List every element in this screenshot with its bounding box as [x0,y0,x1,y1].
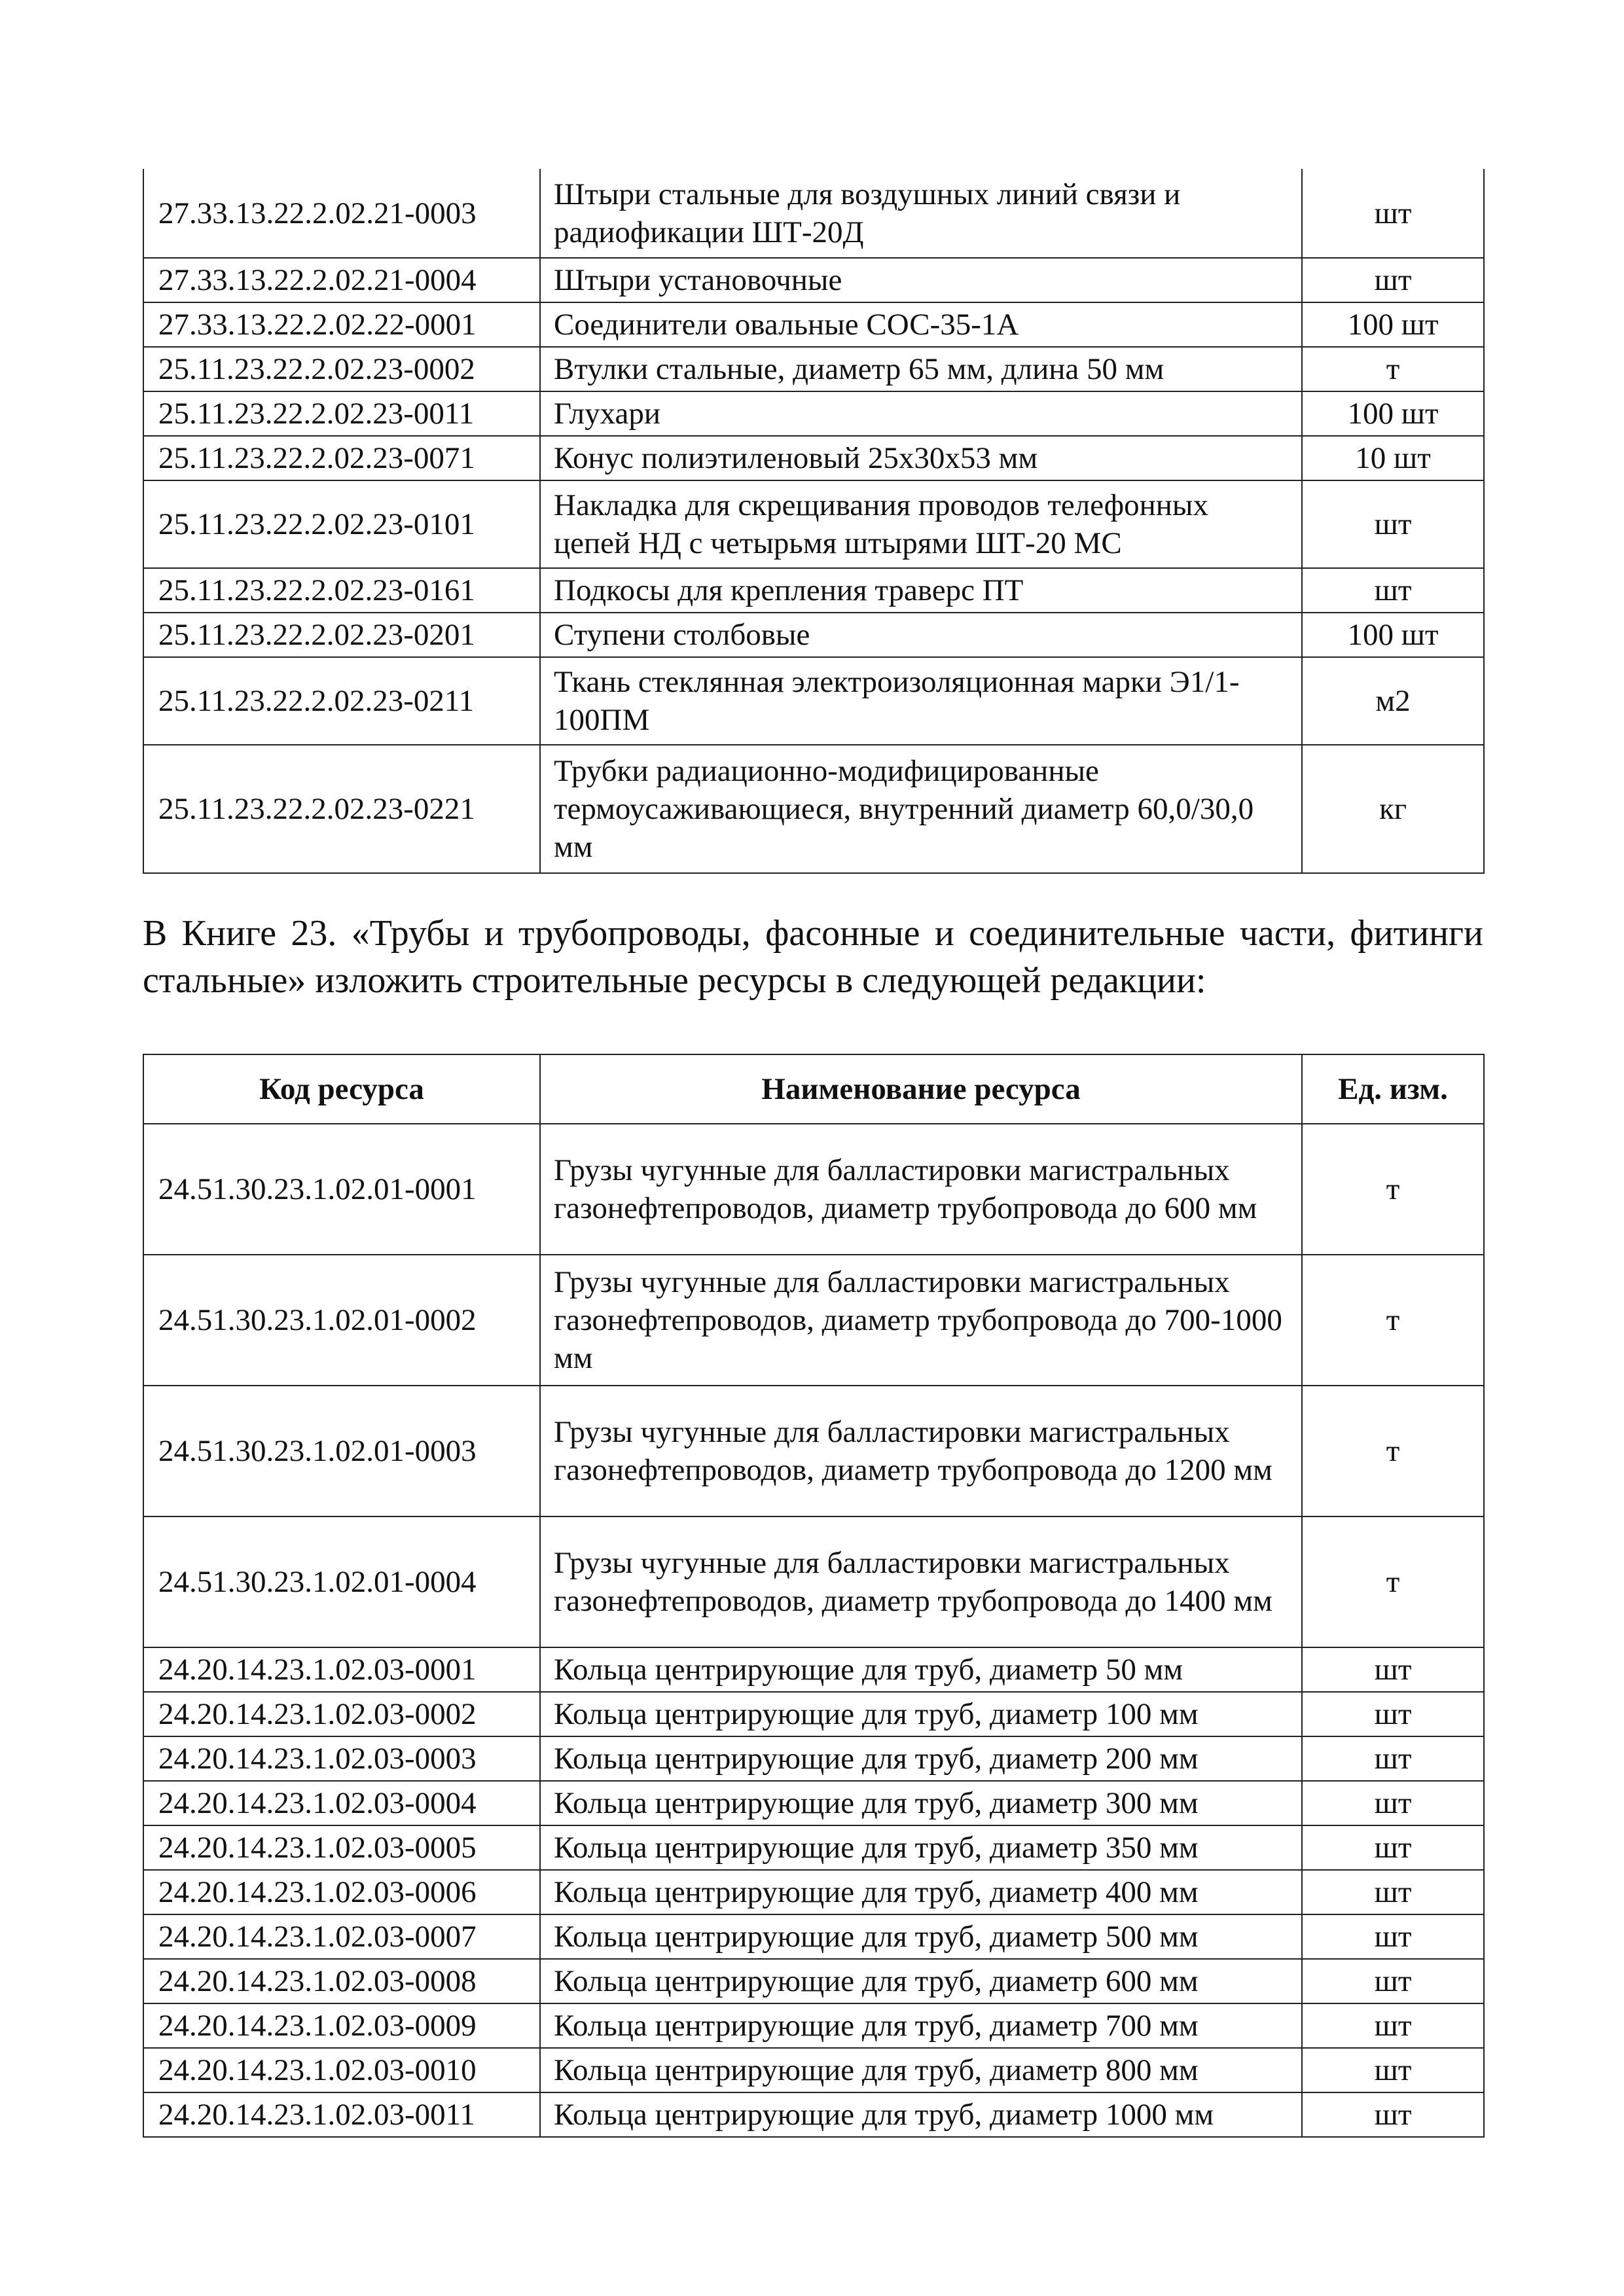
resource-unit: 100 шт [1302,613,1484,657]
table-row [143,391,1484,436]
resource-name: Соединители овальные СОС-35-1А [540,302,1302,347]
resource-code: 24.20.14.23.1.02.03-0001 [143,1647,540,1692]
resource-unit: т [1302,1516,1484,1647]
table-row [143,258,1484,302]
table-row [143,1781,1484,1825]
resource-unit: шт [1302,1781,1484,1825]
resource-name: Кольца центрирующие для труб, диаметр 700 мм [540,2003,1302,2048]
resource-code: 25.11.23.22.2.02.23-0201 [143,613,540,657]
resource-name: Втулки стальные, диаметр 65 мм, длина 50 мм [540,347,1302,391]
resource-code: 25.11.23.22.2.02.23-0101 [143,480,540,568]
resource-code: 25.11.23.22.2.02.23-0011 [143,391,540,436]
resource-name: Ткань стеклянная электроизоляционная марки Э1/1-100ПМ [540,657,1302,745]
resource-code: 27.33.13.22.2.02.21-0003 [143,169,540,258]
table-row [143,436,1484,480]
resource-name: Грузы чугунные для балластировки магистральных газонефтепроводов, диаметр трубопровода до 700-1000 мм [540,1255,1302,1386]
resource-name: Кольца центрирующие для труб, диаметр 350 мм [540,1825,1302,1870]
resource-unit: 100 шт [1302,302,1484,347]
table-row [143,1516,1484,1647]
resource-name: Грузы чугунные для балластировки магистральных газонефтепроводов, диаметр трубопровода до 1200 мм [540,1386,1302,1516]
resource-unit: шт [1302,1825,1484,1870]
resource-name: Штыри стальные для воздушных линий связи и радиофикации ШТ-20Д [540,169,1302,258]
table-row [143,1692,1484,1736]
instruction-paragraph: В Книге 23. «Трубы и трубопроводы, фасонные и соединительные части, фитинги стальные» изложить строительные ресурсы в следующей редакции: [143,913,1483,1001]
table-row [143,613,1484,657]
resource-name: Кольца центрирующие для труб, диаметр 200 мм [540,1736,1302,1781]
resource-code: 25.11.23.22.2.02.23-0071 [143,436,540,480]
resource-name: Ступени столбовые [540,613,1302,657]
table-row [143,568,1484,613]
resource-unit: шт [1302,568,1484,613]
table-row [143,2092,1484,2137]
table-header-row [143,1054,1484,1124]
resource-code: 24.51.30.23.1.02.01-0002 [143,1255,540,1386]
header-unit: Ед. изм. [1302,1054,1484,1124]
resource-code: 24.51.30.23.1.02.01-0004 [143,1516,540,1647]
resource-name: Кольца центрирующие для труб, диаметр 500 мм [540,1914,1302,1959]
resource-code: 24.51.30.23.1.02.01-0001 [143,1124,540,1255]
resource-unit: 10 шт [1302,436,1484,480]
header-name: Наименование ресурса [540,1054,1302,1124]
table-row [143,2003,1484,2048]
resource-unit: 100 шт [1302,391,1484,436]
table-row [143,169,1484,258]
resource-code: 24.20.14.23.1.02.03-0008 [143,1959,540,2003]
resource-unit: шт [1302,2092,1484,2137]
resource-unit: т [1302,1386,1484,1516]
header-code: Код ресурса [143,1054,540,1124]
table-row [143,1386,1484,1516]
resource-unit: шт [1302,169,1484,258]
resource-unit: шт [1302,1870,1484,1914]
resource-name: Подкосы для крепления траверс ПТ [540,568,1302,613]
resource-code: 25.11.23.22.2.02.23-0161 [143,568,540,613]
table-row [143,1124,1484,1255]
table-row [143,1736,1484,1781]
resource-unit: шт [1302,258,1484,302]
resource-code: 24.20.14.23.1.02.03-0006 [143,1870,540,1914]
resource-code: 24.20.14.23.1.02.03-0011 [143,2092,540,2137]
resource-name: Грузы чугунные для балластировки магистральных газонефтепроводов, диаметр трубопровода до 1400 мм [540,1516,1302,1647]
resource-code: 25.11.23.22.2.02.23-0221 [143,745,540,873]
resource-unit: кг [1302,745,1484,873]
table-row [143,347,1484,391]
resource-code: 24.51.30.23.1.02.01-0003 [143,1386,540,1516]
table-row [143,1870,1484,1914]
table-row [143,745,1484,873]
resource-code: 27.33.13.22.2.02.22-0001 [143,302,540,347]
resource-name: Кольца центрирующие для труб, диаметр 1000 мм [540,2092,1302,2137]
resource-unit: т [1302,347,1484,391]
resource-code: 24.20.14.23.1.02.03-0002 [143,1692,540,1736]
resource-unit: шт [1302,2048,1484,2092]
resource-code: 24.20.14.23.1.02.03-0007 [143,1914,540,1959]
table-row [143,657,1484,745]
table-row [143,480,1484,568]
resource-name: Кольца центрирующие для труб, диаметр 400 мм [540,1870,1302,1914]
table-row [143,1825,1484,1870]
table-row [143,1647,1484,1692]
resource-unit: шт [1302,2003,1484,2048]
table-row [143,302,1484,347]
resource-code: 27.33.13.22.2.02.21-0004 [143,258,540,302]
resource-unit: шт [1302,480,1484,568]
resource-unit: м2 [1302,657,1484,745]
resource-code: 25.11.23.22.2.02.23-0002 [143,347,540,391]
resource-name: Грузы чугунные для балластировки магистральных газонефтепроводов, диаметр трубопровода до 600 мм [540,1124,1302,1255]
resource-table [143,1054,1485,2138]
resource-name: Конус полиэтиленовый 25х30х53 мм [540,436,1302,480]
resource-code: 24.20.14.23.1.02.03-0003 [143,1736,540,1781]
resource-name: Накладка для скрещивания проводов телефонных цепей НД с четырьмя штырями ШТ-20 МС [540,480,1302,568]
table-row [143,2048,1484,2092]
resource-unit: шт [1302,1914,1484,1959]
table-row [143,1959,1484,2003]
resource-name: Глухари [540,391,1302,436]
resource-code: 24.20.14.23.1.02.03-0004 [143,1781,540,1825]
resource-code: 24.20.14.23.1.02.03-0005 [143,1825,540,1870]
resource-unit: шт [1302,1736,1484,1781]
resource-name: Кольца центрирующие для труб, диаметр 800 мм [540,2048,1302,2092]
resource-name: Трубки радиационно-модифицированные термоусаживающиеся, внутренний диаметр 60,0/30,0 мм [540,745,1302,873]
resource-unit: т [1302,1124,1484,1255]
resource-name: Кольца центрирующие для труб, диаметр 100 мм [540,1692,1302,1736]
resource-unit: шт [1302,1647,1484,1692]
table-row [143,1255,1484,1386]
resource-unit: т [1302,1255,1484,1386]
resource-code: 25.11.23.22.2.02.23-0211 [143,657,540,745]
resource-table-continued [143,169,1485,874]
resource-unit: шт [1302,1692,1484,1736]
table-row [143,1914,1484,1959]
resource-name: Кольца центрирующие для труб, диаметр 600 мм [540,1959,1302,2003]
resource-unit: шт [1302,1959,1484,2003]
resource-code: 24.20.14.23.1.02.03-0009 [143,2003,540,2048]
resource-code: 24.20.14.23.1.02.03-0010 [143,2048,540,2092]
resource-name: Кольца центрирующие для труб, диаметр 300 мм [540,1781,1302,1825]
resource-name: Штыри установочные [540,258,1302,302]
resource-name: Кольца центрирующие для труб, диаметр 50 мм [540,1647,1302,1692]
